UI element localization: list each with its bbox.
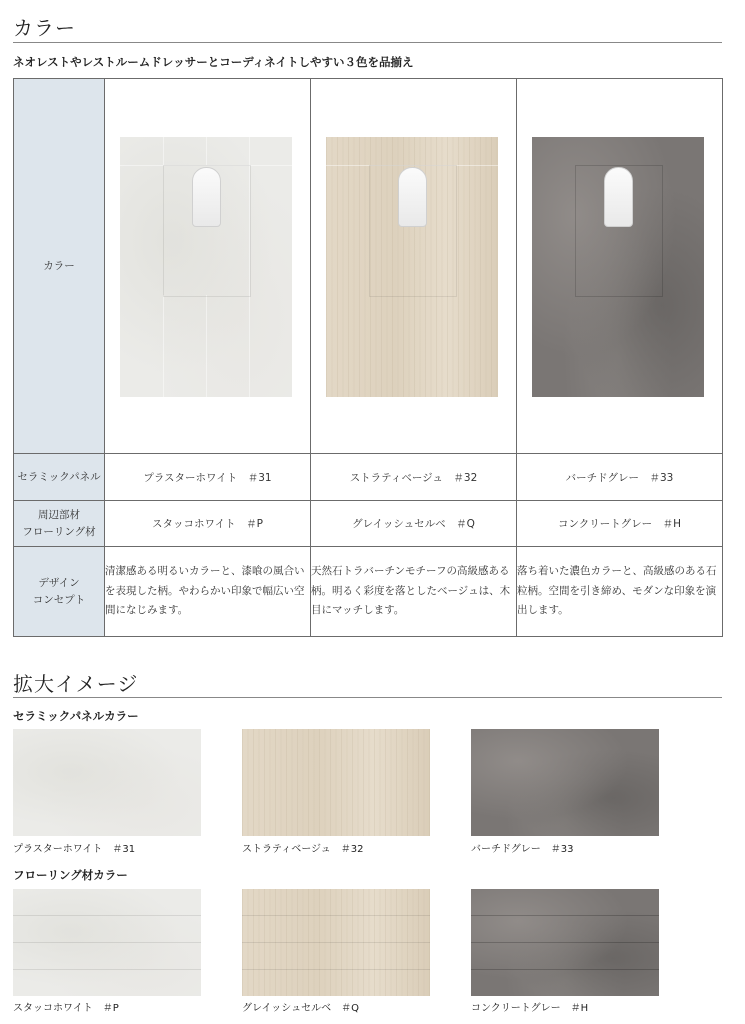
row-label-ceramic: セラミックパネル [14,454,105,501]
floor-thumb-white [13,889,201,996]
table-row-concept [14,547,723,637]
row-label-concept: デザイン コンセプト [14,547,105,637]
section-title-zoom: 拡大イメージ [13,672,139,696]
mirror-icon [192,167,221,227]
floor-name-1: スタッコホワイト ＃P [105,501,311,547]
table-row-floor [14,501,723,547]
section-divider [13,697,722,698]
room-swatch-cell-2 [311,79,517,454]
birched-gray-room-swatch [532,137,704,397]
ceramic-name-1: プラスターホワイト ＃31 [105,454,311,501]
ceramic-name-2: ストラティベージュ ＃32 [311,454,517,501]
ceramic-thumb-label-3: バーチドグレー ＃33 [471,844,574,855]
color-spec-table [13,78,723,637]
ceramic-name-3: バーチドグレー ＃33 [517,454,723,501]
table-row-ceramic [14,454,723,501]
floor-name-2: グレイッシュセルベ ＃Q [311,501,517,547]
floor-thumb-label-2: グレイッシュセルベ ＃Q [242,1003,359,1014]
floor-thumb-beige [242,889,430,996]
mirror-icon [604,167,633,227]
row-label-floor: 周辺部材 フローリング材 [14,501,105,547]
ceramic-thumb-label-1: プラスターホワイト ＃31 [13,844,136,855]
section-divider [13,42,722,43]
floor-thumb-label-1: スタッコホワイト ＃P [13,1003,119,1014]
concept-text-1: 清潔感ある明るいカラーと、漆喰の風合いを表現した柄。やわらかい印象で幅広い空間になじみます。 [105,547,311,637]
ceramic-heading: セラミックパネルカラー [13,709,139,723]
table-row-color [14,79,723,454]
row-label-color: カラー [14,79,105,454]
mirror-icon [398,167,427,227]
room-swatch-cell-1 [105,79,311,454]
section-subtitle: ネオレストやレストルームドレッサーとコーディネイトしやすい３色を品揃え [13,55,414,69]
ceramic-thumb-beige [242,729,430,836]
section-title-color: カラー [13,16,76,40]
room-swatch-cell-3 [517,79,723,454]
strati-beige-room-swatch [326,137,498,397]
concept-text-2: 天然石トラバーチンモチーフの高級感ある柄。明るく彩度を落としたベージュは、木目にマッチします。 [311,547,517,637]
ceramic-thumb-white [13,729,201,836]
ceramic-thumb-label-2: ストラティベージュ ＃32 [242,844,364,855]
floor-name-3: コンクリートグレー ＃H [517,501,723,547]
floor-thumb-label-3: コンクリートグレー ＃H [471,1003,589,1014]
floor-heading: フローリング材カラー [13,868,128,882]
plaster-white-room-swatch [120,137,292,397]
floor-thumb-gray [471,889,659,996]
ceramic-thumb-gray [471,729,659,836]
concept-text-3: 落ち着いた濃色カラーと、高級感のある石粒柄。空間を引き締め、モダンな印象を演出します。 [517,547,723,637]
